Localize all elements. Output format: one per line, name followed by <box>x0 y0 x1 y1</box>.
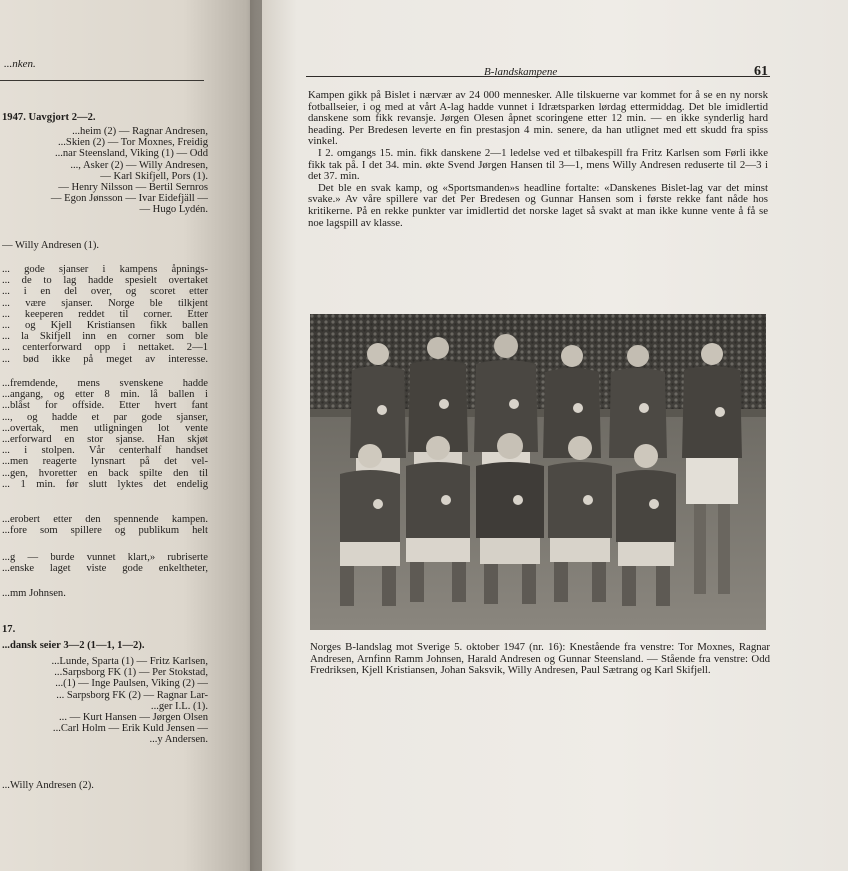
report-1-text-line: ... være sjanser. Norge ble tilkjent <box>2 297 208 309</box>
match-1-heading: 1947. Uavgjort 2—2. <box>2 112 96 123</box>
report-2-text-line: ...fremdende, mens svenskene hadde <box>2 378 208 389</box>
report-2-text-line: ...overtak, men utligningen lot vente <box>2 422 208 434</box>
match-2-team-line: ...y Andersen. <box>149 734 208 746</box>
match-2-heading <box>2 640 208 651</box>
report-1-text-line: ... i en del over, og scoret etter <box>2 286 208 298</box>
match-2-team-line: ...(1) — Inge Paulsen, Viking (2) — <box>55 678 208 690</box>
team-photo-image <box>310 314 766 630</box>
match-1-team-line: ..., Asker (2) — Willy Andresen, <box>70 159 208 171</box>
match-1-report-paragraph-1 <box>2 264 208 365</box>
left-page-header: ...nken. <box>4 58 36 70</box>
report-1-text-line: ... bød ikke på meget av interesse. <box>2 353 208 365</box>
match-1-team-line: — Egon Jønsson — Ivar Eidefjäll — <box>50 193 208 205</box>
match-2-number <box>2 624 208 635</box>
photo-caption: Norges B-landslag mot Sverige 5. oktober 1947 (nr. 16): Knestående fra venstre: Tor Moxnes, Ragnar Andresen, Arnfinn Ramm Johnsen, Harald Andresen og Gunnar Steensland. — Stående fra venstre: Odd Fredriksen, Kjell Kristiansen, Johan Saksvik, Willy Andresen, Paul Sætrang og Karl Skifjell. <box>310 641 770 677</box>
match-2-team-line: ...ger I.L. (1). <box>150 700 208 712</box>
report-3-text-line: ...erobert etter den spennende kampen. <box>2 514 208 525</box>
match-1-referee <box>2 588 208 599</box>
report-1-text-line: ... og Kjell Kristiansen fikk ballen <box>2 320 208 332</box>
report-4-text-line: ...g — burde vunnet klart,» rubriserte <box>2 552 208 563</box>
running-head: B-landskampene <box>484 66 558 78</box>
match-report <box>308 90 768 229</box>
match-1-team-line: ...heim (2) — Ragnar Andresen, <box>72 126 208 137</box>
report-2-text-line: ..., og hadde et par gode sjanser, <box>2 411 208 423</box>
report-1-text-line: ... la Skifjell inn en corner som ble <box>2 331 208 343</box>
match-1-scorers <box>2 240 208 251</box>
report-2-text-line: ...erforward en stor sjanse. Han skjøt <box>2 434 208 446</box>
report-2-text-line: ...men reagerte lynsnart på det vel- <box>2 456 208 468</box>
right-page <box>262 0 848 871</box>
match-1-teams <box>2 126 208 216</box>
report-2-text-line: ...gen, hvoretter en back spilte den til <box>2 467 208 479</box>
match-2-team-line: ...Lunde, Sparta (1) — Fritz Karlsen, <box>51 656 208 667</box>
match-1-report-paragraph-2 <box>2 378 208 490</box>
report-3-text-line: ...fore som spillere og publikum helt <box>2 525 208 537</box>
report-1-text-line: ... centerforward opp i nettaket. 2—1 <box>2 342 208 354</box>
match-1-report-paragraph-3 <box>2 514 208 536</box>
match-1-report-paragraph-4 <box>2 552 208 574</box>
match-1-team-line: — Hugo Lydén. <box>139 204 208 216</box>
match-1-team-line: ...nar Steensland, Viking (1) — Odd <box>54 148 208 160</box>
header-rule <box>306 76 770 77</box>
report-2-text-line: ... i stolpen. Vår centerhalf handset <box>2 445 208 457</box>
match-1-referee-line: ...mm Johnsen. <box>2 588 66 599</box>
match-2-team-line: ... Sarpsborg FK (2) — Ragnar Lar- <box>56 689 208 701</box>
match-1-scorers-line: — Willy Andresen (1). <box>2 240 100 251</box>
report-paragraph-1: Kampen gikk på Bislet i nærvær av 24 000 mennesker. Alle tilskuerne var kommet for å se en ny norsk fotballseier, i og med at vårt A-lag hadde vunnet i Idrætsparken lørdag ettermiddag. Det ble imidlertid danskene som fikk revansje. Jørgen Olesen åpnet scoringene etter 12 min. — en ikke synderlig hard heading. Per Bredesen leverte en fin prestasjon 4 min. senere, da han utlignet med ett skudd fra spiss vinkel. <box>308 89 768 148</box>
match-1-team-line: — Karl Skifjell, Pors (1). <box>100 170 208 182</box>
report-4-text-line: ...enske laget viste gode enkeltheter, <box>2 563 208 575</box>
report-1-text-line: ... keeperen reddet til corner. Etter <box>2 308 208 320</box>
match-1-team-line: — Henry Nilsson — Bertil Sernros <box>58 182 208 194</box>
match-2-teams <box>2 656 208 746</box>
report-1-text-line: ... gode sjanser i kampens åpnings- <box>2 264 208 275</box>
match-1-team-line: ...Skien (2) — Tor Moxnes, Freidig <box>57 137 208 149</box>
match-2-scorers <box>2 780 208 791</box>
left-page-rule <box>0 80 204 81</box>
left-page <box>0 0 262 871</box>
match-2-number-line: 17. <box>2 624 16 635</box>
report-paragraph-2: I 2. omgangs 15. min. fikk danskene 2—1 ledelse ved et tilbakespill fra Fritz Karlsen som Førli ikke fikk tak på. I det 34. min. økte Svend Jørgen Hansen til 3—1, mens Willy Andresen reduserte til 2—3 i det 37. min. <box>308 146 768 183</box>
match-2-team-line: ...Sarpsborg FK (1) — Per Stokstad, <box>54 667 208 679</box>
match-2-team-line: ...Carl Holm — Erik Kuld Jensen — <box>52 723 208 735</box>
right-page-header <box>308 64 768 80</box>
report-2-text-line: ...blåst for offside. Etter hvert fant <box>2 400 208 412</box>
match-2-team-line: ... — Kurt Hansen — Jørgen Olsen <box>59 712 208 724</box>
match-2-heading-line: ...dansk seier 3—2 (1—1, 1—2). <box>2 640 145 651</box>
report-2-text-line: ...angang, og etter 8 min. lå ballen i <box>2 389 208 401</box>
page-number: 61 <box>754 64 768 79</box>
report-paragraph-3: Det ble en svak kamp, og «Sportsmanden»s headline fortalte: «Danskenes Bislet-lag var det minst svake.» Av våre spillere var det Per Bredesen og Gunnar Hansen som i første rekke fant nåde hos kritikerne. På en rekke punkter var imidlertid det norske laget så svakt at man ikke kunne vente å få se noe lagspill av klasse. <box>308 181 768 229</box>
match-2-scorers-line: ...Willy Andresen (2). <box>2 780 94 791</box>
team-photo <box>310 314 766 630</box>
match-1-lineup <box>2 112 208 123</box>
report-2-text-line: ... 1 min. før slutt lyktes det endelig <box>2 478 208 490</box>
report-1-text-line: ... de to lag hadde spesielt overtaket <box>2 275 208 287</box>
